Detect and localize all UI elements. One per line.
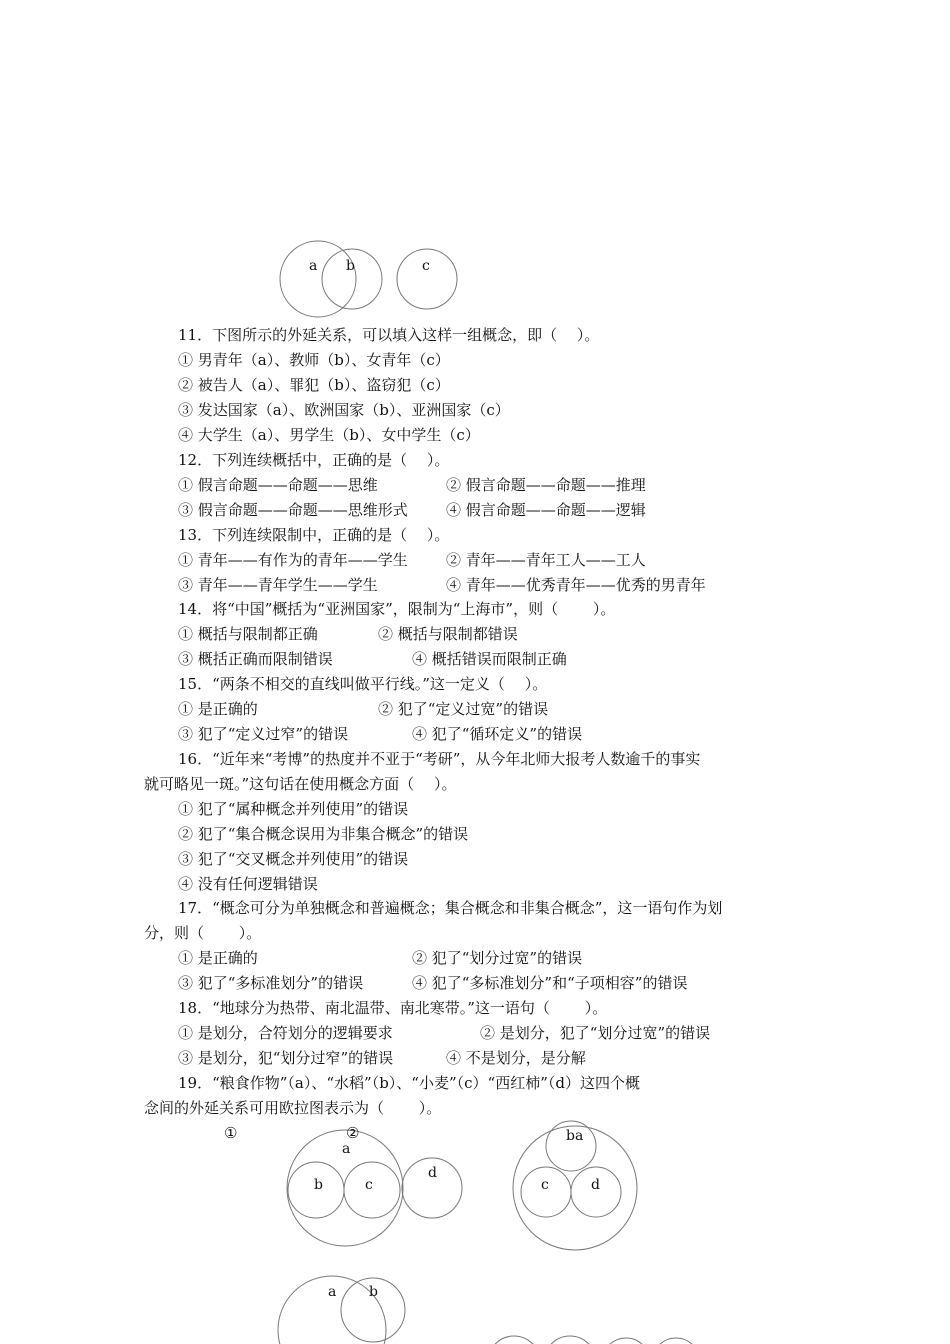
q13-stem: 13．下列连续限制中，正确的是（ ）。 xyxy=(178,526,450,544)
q17-option-1: ① 是正确的 xyxy=(178,949,258,967)
q19-option-mark-1: ① xyxy=(224,1124,238,1142)
circle-outer xyxy=(513,1126,637,1250)
q12-option-2: ② 假言命题——命题——推理 xyxy=(446,476,646,494)
q18-stem: 18．“地球分为热带、南北温带、南北寒带。”这一语句（ ）。 xyxy=(178,999,608,1017)
circle-2 xyxy=(544,1336,596,1344)
q16-option-1: ① 犯了“属种概念并列使用”的错误 xyxy=(178,800,409,818)
q12-stem: 12．下列连续概括中，正确的是（ ）。 xyxy=(178,451,450,469)
label-b: b xyxy=(346,258,355,274)
q19-diagram-3 xyxy=(278,1276,405,1344)
label-a: a xyxy=(342,1141,351,1157)
label-a: a xyxy=(309,258,318,274)
q13-option-3: ③ 青年——青年学生——学生 xyxy=(178,576,378,594)
circle-a xyxy=(287,1130,403,1246)
circle-c xyxy=(397,249,457,309)
q19-stem-line2: 念间的外延关系可用欧拉图表示为（ ）。 xyxy=(144,1099,442,1117)
q12-option-3: ③ 假言命题——命题——思维形式 xyxy=(178,501,408,519)
q19-option-mark-2: ② xyxy=(346,1124,360,1142)
q15-option-2: ② 犯了“定义过宽”的错误 xyxy=(378,700,549,718)
q14-option-4: ④ 概括错误而限制正确 xyxy=(412,650,567,668)
q19-diagram-4 xyxy=(488,1336,700,1344)
q18-option-3: ③ 是划分，犯“划分过窄”的错误 xyxy=(178,1049,394,1067)
q17-option-2: ② 犯了“划分过宽”的错误 xyxy=(412,949,583,967)
q14-option-1: ① 概括与限制都正确 xyxy=(178,625,318,643)
circle-c xyxy=(521,1167,571,1217)
label-c: c xyxy=(422,258,430,274)
circle-c xyxy=(344,1162,400,1218)
circle-b xyxy=(341,1278,405,1342)
label-b: b xyxy=(369,1284,378,1300)
label-a: a xyxy=(328,1284,337,1300)
circle-top xyxy=(546,1121,596,1171)
q16-stem-line2: 就可略见一斑。”这句话在使用概念方面（ ）。 xyxy=(144,775,457,793)
label-d: d xyxy=(591,1177,600,1193)
q11-option-2: ② 被告人（a）、罪犯（b）、盗窃犯（c） xyxy=(178,376,450,394)
q19-diagram-1 xyxy=(287,1130,462,1246)
circle-a xyxy=(280,241,356,317)
q16-stem-line1: 16．“近年来“考博”的热度并不亚于“考研”，从今年北师大报考人数逾千的事实 xyxy=(178,750,701,768)
q14-stem: 14．将“中国”概括为“亚洲国家”，限制为“上海市”，则（ ）。 xyxy=(178,600,616,618)
label-b: b xyxy=(314,1177,323,1193)
circle-b xyxy=(322,249,382,309)
q18-option-2: ② 是划分，犯了“划分过宽”的错误 xyxy=(480,1024,711,1042)
circle-a xyxy=(278,1276,386,1344)
q13-option-4: ④ 青年——优秀青年——优秀的男青年 xyxy=(446,576,706,594)
circle-d xyxy=(571,1167,621,1217)
q13-option-2: ② 青年——青年工人——工人 xyxy=(446,551,646,569)
top-euler-diagram xyxy=(280,241,457,317)
q17-option-3: ③ 犯了“多标准划分”的错误 xyxy=(178,974,364,992)
q17-stem-line2: 分，则（ ）。 xyxy=(144,924,262,942)
q16-option-4: ④ 没有任何逻辑错误 xyxy=(178,875,318,893)
q19-stem-line1: 19．“粮食作物”（a）、“水稻”（b）、“小麦”（c）“西红柿”（d）这四个概 xyxy=(178,1074,640,1092)
q12-option-1: ① 假言命题——命题——思维 xyxy=(178,476,378,494)
circle-1 xyxy=(488,1336,540,1344)
q11-option-4: ④ 大学生（a）、男学生（b）、女中学生（c） xyxy=(178,426,480,444)
label-ba: ba xyxy=(566,1128,584,1144)
q15-option-3: ③ 犯了“定义过窄”的错误 xyxy=(178,725,349,743)
label-c: c xyxy=(365,1177,373,1193)
circle-3 xyxy=(602,1338,650,1344)
q15-stem: 15．“两条不相交的直线叫做平行线。”这一定义（ ）。 xyxy=(178,675,548,693)
q19-diagram-2 xyxy=(513,1121,637,1250)
q17-option-4: ④ 犯了“多标准划分”和“子项相容”的错误 xyxy=(412,974,688,992)
circle-4 xyxy=(652,1338,700,1344)
q11-option-1: ① 男青年（a）、教师（b）、女青年（c） xyxy=(178,351,450,369)
q15-option-4: ④ 犯了“循环定义”的错误 xyxy=(412,725,583,743)
q16-option-2: ② 犯了“集合概念误用为非集合概念”的错误 xyxy=(178,825,469,843)
q17-stem-line1: 17．“概念可分为单独概念和普遍概念；集合概念和非集合概念”，这一语句作为划 xyxy=(178,899,723,917)
q11-option-3: ③ 发达国家（a）、欧洲国家（b）、亚洲国家（c） xyxy=(178,401,510,419)
circle-d xyxy=(402,1158,462,1218)
label-d: d xyxy=(428,1165,437,1181)
q18-option-4: ④ 不是划分，是分解 xyxy=(446,1049,586,1067)
q12-option-4: ④ 假言命题——命题——逻辑 xyxy=(446,501,646,519)
label-c: c xyxy=(541,1177,549,1193)
q14-option-3: ③ 概括正确而限制错误 xyxy=(178,650,333,668)
q13-option-1: ① 青年——有作为的青年——学生 xyxy=(178,551,408,569)
q16-option-3: ③ 犯了“交叉概念并列使用”的错误 xyxy=(178,850,409,868)
q15-option-1: ① 是正确的 xyxy=(178,700,258,718)
q18-option-1: ① 是划分，合符划分的逻辑要求 xyxy=(178,1024,393,1042)
circle-b xyxy=(288,1162,344,1218)
q14-option-2: ② 概括与限制都错误 xyxy=(378,625,518,643)
q11-stem: 11．下图所示的外延关系，可以填入这样一组概念，即（ ）。 xyxy=(178,326,600,344)
